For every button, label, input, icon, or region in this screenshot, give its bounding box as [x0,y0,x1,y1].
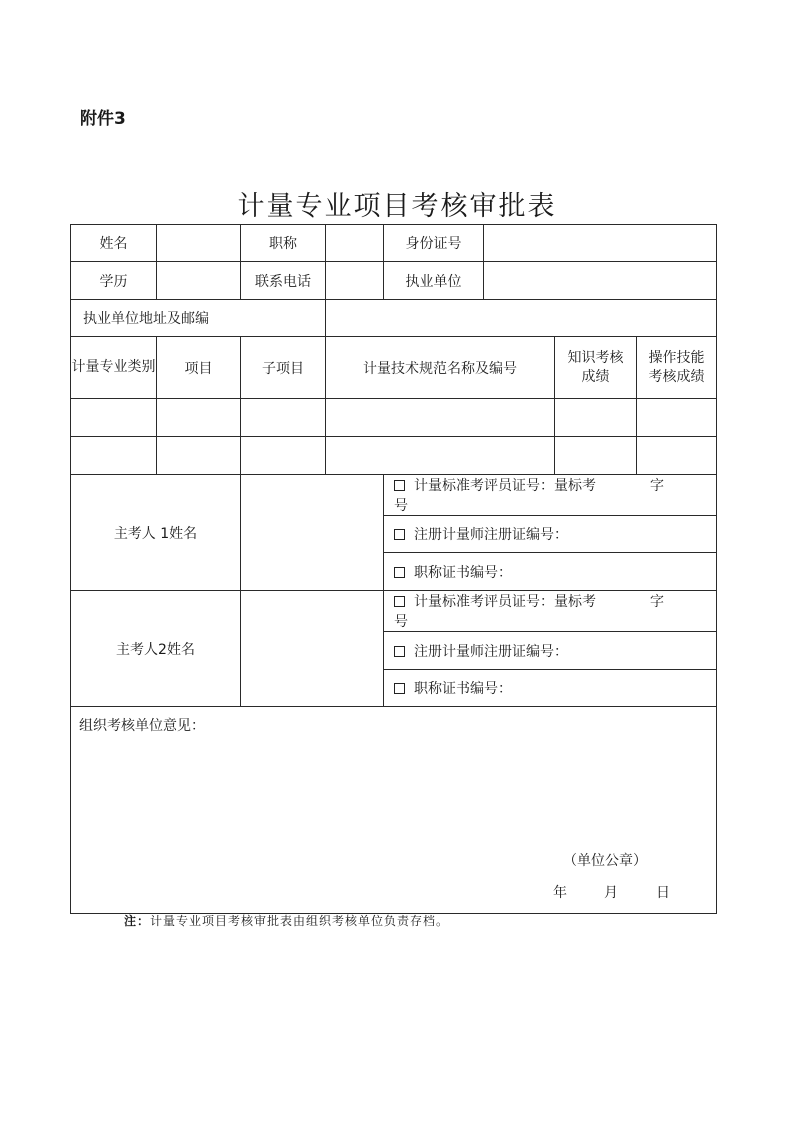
items-header-row [71,337,717,399]
col-spec-header: 计量技术规范名称及编号 [326,337,555,399]
col-item-header: 项目 [157,337,241,399]
item-cell[interactable] [157,437,241,475]
examiner2-metrologist-cert [384,632,717,670]
phone-label: 联系电话 [241,262,326,300]
cert-metrologist-label: 注册计量师注册证编号： [414,643,568,660]
sub-item-cell[interactable] [241,437,326,475]
spec-cell[interactable] [326,399,555,437]
hao-label: 号 [394,614,408,630]
table-row [71,399,717,437]
education-label: 学历 [71,262,157,300]
id-number-label: 身份证号 [384,225,484,262]
address-row [71,300,717,337]
checkbox[interactable] [394,683,405,694]
unit-seal-label: （单位公章） [563,853,647,869]
personal-info-row-2 [71,262,717,300]
attachment-label: 附件3 [80,109,126,129]
category-cell[interactable] [71,399,157,437]
examiner2-name-field[interactable] [241,591,384,707]
sub-item-cell[interactable] [241,399,326,437]
opinion-label: 组织考核单位意见： [79,718,205,734]
month-label: 月 [604,885,618,901]
col-knowledge-score-header: 知识考核成绩 [555,337,637,399]
skill-score-cell[interactable] [637,437,717,475]
examiner1-standard-cert [384,475,717,516]
examiner2-label: 主考人2姓名 [71,591,241,707]
employer-address-field[interactable] [326,300,717,337]
zi-label: 字 [650,478,664,494]
name-label: 姓名 [71,225,157,262]
checkbox[interactable] [394,567,405,578]
hao-label: 号 [394,498,408,514]
footnote-prefix: 注： [124,914,151,928]
zi-label: 字 [650,594,664,610]
opinion-field[interactable] [71,707,717,914]
examiner1-name-field[interactable] [241,475,384,591]
spec-cell[interactable] [326,437,555,475]
cert-standard-label: 计量标准考评员证号：量标考 [414,478,596,494]
day-label: 日 [656,885,670,901]
skill-score-cell[interactable] [637,399,717,437]
examiner1-title-cert [384,553,717,591]
checkbox[interactable] [394,480,405,491]
opinion-row [71,707,717,914]
examiner1-row-1 [71,475,717,516]
examiner2-row-1 [71,591,717,632]
checkbox[interactable] [394,596,405,607]
title-rank-field[interactable] [326,225,384,262]
personal-info-row-1 [71,225,717,262]
name-field[interactable] [157,225,241,262]
year-label: 年 [553,885,567,901]
examiner2-standard-cert [384,591,717,632]
col-category-header: 计量专业类别 [71,337,157,399]
table-row [71,437,717,475]
examiner1-label: 主考人 1姓名 [71,475,241,591]
knowledge-score-cell[interactable] [555,437,637,475]
checkbox[interactable] [394,529,405,540]
footnote [124,912,449,929]
cert-metrologist-label: 注册计量师注册证编号： [414,527,568,543]
employer-address-label: 执业单位地址及邮编 [71,300,326,337]
form-title: 计量专业项目考核审批表 [237,191,557,222]
id-number-field[interactable] [484,225,717,262]
item-cell[interactable] [157,399,241,437]
examiner1-metrologist-cert [384,516,717,553]
footnote-text: 计量专业项目考核审批表由组织考核单位负责存档。 [150,914,450,928]
col-sub-item-header: 子项目 [241,337,326,399]
education-field[interactable] [157,262,241,300]
cert-standard-label: 计量标准考评员证号：量标考 [414,594,596,610]
title-rank-label: 职称 [241,225,326,262]
employer-field[interactable] [484,262,717,300]
knowledge-score-cell[interactable] [555,399,637,437]
examiner2-title-cert [384,670,717,707]
approval-form [70,224,717,914]
employer-label: 执业单位 [384,262,484,300]
cert-title-label: 职称证书编号： [414,681,512,697]
checkbox[interactable] [394,646,405,657]
phone-field[interactable] [326,262,384,300]
cert-title-label: 职称证书编号： [414,564,512,581]
col-skill-score-header: 操作技能考核成绩 [637,337,717,399]
category-cell[interactable] [71,437,157,475]
